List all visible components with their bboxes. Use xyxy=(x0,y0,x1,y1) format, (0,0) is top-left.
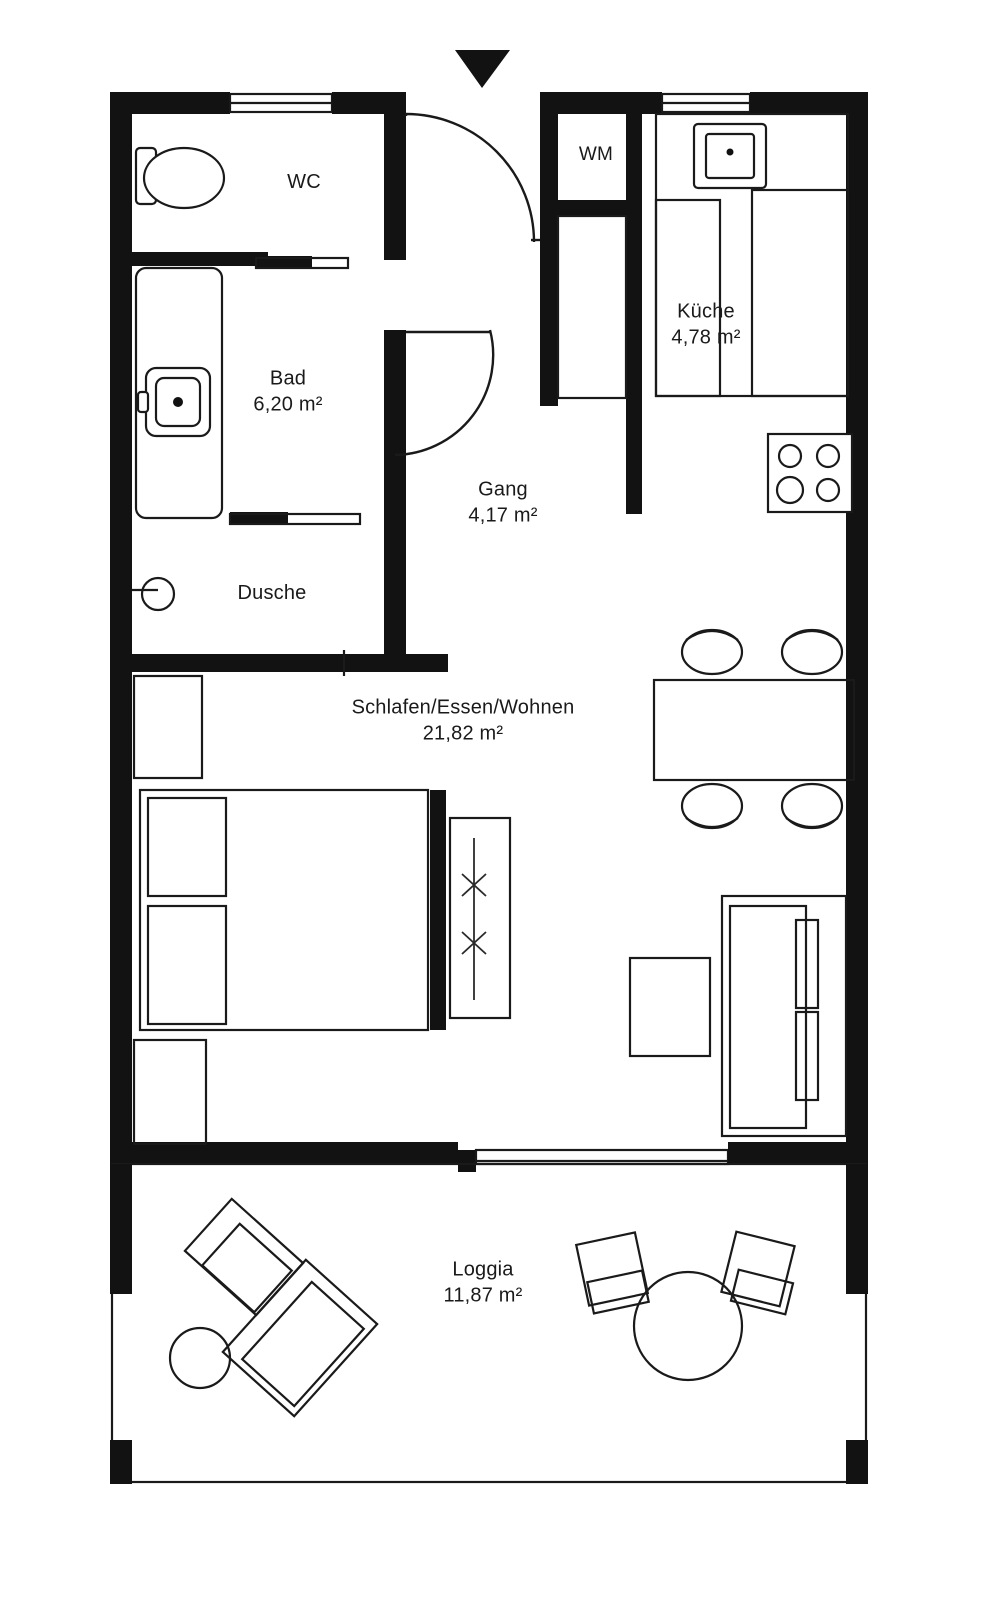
room-label-kueche xyxy=(671,299,740,350)
room-area: 6,20 m² xyxy=(253,393,323,415)
room-name: Küche xyxy=(677,300,735,323)
shower-drain-fixture xyxy=(132,578,174,610)
dining-chair-2 xyxy=(782,630,842,674)
room-name: Bad xyxy=(269,367,307,390)
balcony-chair-left xyxy=(576,1232,649,1313)
sink-fixture xyxy=(138,368,210,436)
entry-door-swing xyxy=(406,114,540,242)
toilet-fixture xyxy=(136,148,224,208)
shelf-lower xyxy=(230,512,360,524)
room-label-gang xyxy=(468,477,537,528)
nightstand-top xyxy=(134,676,202,778)
room-label-wm xyxy=(579,143,613,167)
room-label-wc xyxy=(287,170,321,196)
room-label-wohnen xyxy=(352,695,575,746)
north-arrow-icon xyxy=(455,50,510,88)
dining-chair-3 xyxy=(682,784,742,828)
balcony-table xyxy=(634,1272,742,1380)
room-name: Schlafen/Essen/Wohnen xyxy=(351,696,575,719)
coffee-table xyxy=(630,958,710,1056)
room-area: 4,17 m² xyxy=(468,504,538,526)
dining-chair-1 xyxy=(682,630,742,674)
dining-table xyxy=(654,680,854,780)
room-area: 11,87 m² xyxy=(443,1284,523,1306)
kitchen-stove-icon xyxy=(768,434,852,512)
bath-door-swing xyxy=(395,330,493,455)
room-name: WM xyxy=(578,143,614,165)
room-name: Gang xyxy=(478,478,528,501)
room-name: WC xyxy=(287,171,321,194)
nightstand-bottom xyxy=(134,1040,206,1144)
shelf-upper xyxy=(256,256,348,268)
sofa xyxy=(722,896,846,1136)
room-area: 21,82 m² xyxy=(422,722,504,744)
room-name: Loggia xyxy=(452,1258,514,1281)
wardrobe-mirror xyxy=(450,818,510,1018)
room-name: Dusche xyxy=(237,582,307,605)
kitchen-sink-icon xyxy=(694,124,766,188)
loggia-outline xyxy=(110,1164,868,1484)
balcony-chair-right xyxy=(721,1232,794,1315)
room-label-bad xyxy=(253,366,322,417)
bed xyxy=(140,790,428,1030)
lounger xyxy=(170,1199,377,1416)
washing-machine-niche xyxy=(558,216,626,398)
room-area: 4,78 m² xyxy=(671,326,741,348)
room-label-dusche xyxy=(237,581,306,607)
room-label-loggia xyxy=(443,1257,522,1308)
dining-chair-4 xyxy=(782,784,842,828)
interior-walls xyxy=(110,92,868,1172)
